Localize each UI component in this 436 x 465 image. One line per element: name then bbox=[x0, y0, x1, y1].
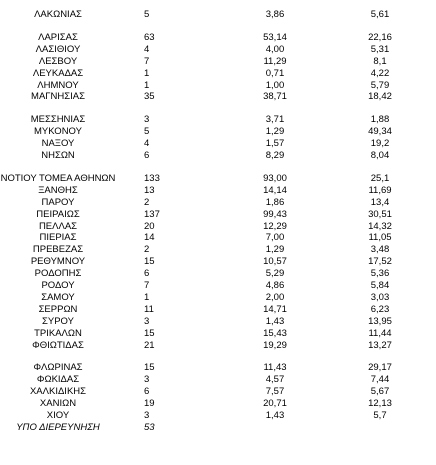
region-name-cell: ΝΑΞΟΥ bbox=[41, 138, 75, 150]
table-row bbox=[0, 126, 436, 138]
region-name-cell: ΝΟΤΙΟΥ ΤΟΜΕΑ ΑΘΗΝΩΝ bbox=[0, 172, 116, 184]
cases-cell: 5 bbox=[144, 126, 150, 138]
percent-cell: 4,22 bbox=[370, 67, 390, 79]
rate-cell: 99,43 bbox=[263, 208, 287, 220]
table-row bbox=[0, 244, 436, 256]
region-name-cell: ΜΥΚΟΝΟΥ bbox=[34, 126, 82, 138]
region-name-cell: ΧΑΛΚΙΔΙΚΗΣ bbox=[29, 386, 87, 398]
percent-cell: 49,34 bbox=[368, 126, 392, 138]
table-row bbox=[0, 268, 436, 280]
rate-cell: 5,29 bbox=[265, 268, 285, 280]
region-name-cell: ΛΕΣΒΟΥ bbox=[38, 55, 78, 67]
table-row bbox=[0, 68, 436, 80]
cases-cell: 2 bbox=[144, 196, 150, 208]
percent-cell: 3,48 bbox=[370, 244, 390, 256]
cases-cell: 3 bbox=[144, 114, 150, 126]
rate-cell: 19,29 bbox=[263, 339, 287, 351]
percent-cell: 17,52 bbox=[368, 256, 392, 268]
region-name-cell: ΥΠΟ ΔΙΕΡΕΥΝΗΣΗ bbox=[16, 421, 100, 433]
percent-cell: 5,84 bbox=[370, 280, 390, 291]
rate-cell: 2,00 bbox=[265, 291, 285, 303]
percent-cell: 5,67 bbox=[370, 386, 390, 398]
percent-cell: 5,7 bbox=[373, 410, 387, 421]
rate-cell: 8,29 bbox=[265, 150, 285, 161]
cases-cell: 2 bbox=[144, 244, 150, 256]
rate-cell: 3,71 bbox=[265, 114, 285, 126]
cases-cell: 14 bbox=[144, 232, 155, 244]
rate-cell: 3,86 bbox=[265, 9, 285, 20]
cases-cell: 137 bbox=[144, 208, 160, 220]
region-name-cell: ΠΑΡΟΥ bbox=[41, 196, 75, 208]
region-name-cell: ΛΑΡΙΣΑΣ bbox=[38, 31, 78, 43]
region-name-cell: ΛΕΥΚΑΔΑΣ bbox=[32, 67, 84, 79]
table-row bbox=[0, 340, 436, 352]
rate-cell: 1,29 bbox=[265, 244, 285, 256]
region-name-cell: ΡΟΔΟΥ bbox=[41, 280, 75, 291]
region-name-cell: ΦΩΚΙΔΑΣ bbox=[36, 374, 80, 386]
table-row bbox=[0, 80, 436, 92]
cases-cell: 35 bbox=[144, 91, 155, 103]
rate-cell: 4,00 bbox=[265, 43, 285, 55]
cases-cell: 19 bbox=[144, 398, 155, 410]
table-row bbox=[0, 410, 436, 422]
cases-cell: 5 bbox=[144, 9, 150, 20]
region-name-cell: ΡΟΔΟΠΗΣ bbox=[34, 268, 82, 280]
percent-cell: 13,4 bbox=[370, 196, 390, 208]
region-name-cell: ΤΡΙΚΑΛΩΝ bbox=[34, 327, 82, 339]
cases-cell: 15 bbox=[144, 362, 155, 374]
percent-cell: 8,04 bbox=[370, 150, 390, 161]
table-row bbox=[0, 138, 436, 150]
percent-cell: 18,42 bbox=[368, 91, 392, 103]
percent-cell: 13,27 bbox=[368, 339, 392, 351]
table-row bbox=[0, 374, 436, 386]
table-row bbox=[0, 316, 436, 328]
region-name-cell: ΛΑΣΙΘΙΟΥ bbox=[35, 43, 81, 55]
percent-cell: 5,31 bbox=[370, 43, 390, 55]
rate-cell: 11,29 bbox=[263, 55, 287, 67]
region-name-cell: ΦΛΩΡΙΝΑΣ bbox=[33, 362, 83, 374]
cases-cell: 13 bbox=[144, 184, 155, 196]
rate-cell: 1,57 bbox=[265, 138, 285, 150]
region-name-cell: ΧΑΝΙΩΝ bbox=[39, 398, 77, 410]
region-name-cell: ΛΗΜΝΟΥ bbox=[37, 79, 79, 91]
table-row bbox=[0, 328, 436, 340]
percent-cell: 11,05 bbox=[368, 232, 392, 244]
table-row bbox=[0, 304, 436, 316]
table-row bbox=[0, 386, 436, 398]
table-row bbox=[0, 280, 436, 292]
table-row bbox=[0, 209, 436, 221]
cases-cell: 15 bbox=[144, 256, 155, 268]
cases-cell: 1 bbox=[144, 79, 150, 91]
rate-cell: 12,29 bbox=[263, 220, 287, 232]
region-name-cell: ΣΕΡΡΩΝ bbox=[38, 303, 78, 315]
percent-cell: 13,95 bbox=[368, 315, 392, 327]
percent-cell: 11,44 bbox=[368, 327, 392, 339]
table-row bbox=[0, 422, 436, 434]
cases-cell: 53 bbox=[144, 421, 155, 433]
region-name-cell: ΦΘΙΩΤΙΔΑΣ bbox=[32, 339, 84, 351]
table-row bbox=[0, 114, 436, 126]
rate-cell: 7,00 bbox=[265, 232, 285, 244]
region-name-cell: ΝΗΣΩΝ bbox=[41, 150, 75, 161]
percent-cell: 25,1 bbox=[370, 172, 390, 184]
rate-cell: 93,00 bbox=[263, 172, 287, 184]
table-row bbox=[0, 398, 436, 410]
table-row bbox=[0, 32, 436, 44]
rate-cell: 0,71 bbox=[265, 67, 285, 79]
cases-cell: 21 bbox=[144, 339, 155, 351]
rate-cell: 1,43 bbox=[265, 410, 285, 421]
rate-cell: 15,43 bbox=[263, 327, 287, 339]
region-name-cell: ΞΑΝΘΗΣ bbox=[38, 184, 78, 196]
percent-cell: 7,44 bbox=[370, 374, 390, 386]
percent-cell: 11,69 bbox=[368, 184, 392, 196]
cases-cell: 11 bbox=[144, 303, 154, 315]
percent-cell: 5,61 bbox=[370, 9, 390, 20]
rate-cell: 1,29 bbox=[265, 126, 285, 138]
percent-cell: 8,1 bbox=[373, 55, 387, 67]
table-row bbox=[0, 221, 436, 233]
region-name-cell: ΧΙΟΥ bbox=[46, 410, 70, 421]
table-row bbox=[0, 185, 436, 197]
cases-cell: 6 bbox=[144, 268, 150, 280]
percent-cell: 1,88 bbox=[370, 114, 390, 126]
percent-cell: 3,03 bbox=[370, 291, 390, 303]
cases-cell: 6 bbox=[144, 150, 150, 161]
table-row bbox=[0, 362, 436, 374]
cases-cell: 3 bbox=[144, 374, 150, 386]
region-name-cell: ΠΡΕΒΕΖΑΣ bbox=[32, 244, 84, 256]
rate-cell: 1,43 bbox=[265, 315, 285, 327]
cases-cell: 15 bbox=[144, 327, 155, 339]
cases-cell: 63 bbox=[144, 31, 155, 43]
rate-cell: 4,86 bbox=[265, 280, 285, 291]
region-name-cell: ΜΑΓΝΗΣΙΑΣ bbox=[31, 91, 85, 103]
table-row bbox=[0, 9, 436, 21]
rate-cell: 38,71 bbox=[263, 91, 287, 103]
percent-cell: 22,16 bbox=[368, 31, 392, 43]
region-name-cell: ΠΙΕΡΙΑΣ bbox=[39, 232, 77, 244]
rate-cell: 14,71 bbox=[263, 303, 287, 315]
region-name-cell: ΡΕΘΥΜΝΟΥ bbox=[30, 256, 86, 268]
rate-cell: 14,14 bbox=[263, 184, 287, 196]
cases-cell: 4 bbox=[144, 138, 150, 150]
percent-cell: 30,51 bbox=[368, 208, 392, 220]
region-name-cell: ΠΕΙΡΑΙΩΣ bbox=[36, 208, 80, 220]
table-row bbox=[0, 150, 436, 162]
rate-cell: 7,57 bbox=[265, 386, 285, 398]
table-row bbox=[0, 56, 436, 68]
table-row bbox=[0, 91, 436, 103]
cases-cell: 1 bbox=[144, 67, 150, 79]
table-row bbox=[0, 44, 436, 56]
cases-cell: 3 bbox=[144, 315, 150, 327]
percent-cell: 5,79 bbox=[370, 79, 390, 91]
rate-cell: 20,71 bbox=[263, 398, 287, 410]
region-name-cell: ΜΕΣΣΗΝΙΑΣ bbox=[30, 114, 86, 126]
table-row bbox=[0, 232, 436, 244]
cases-cell: 7 bbox=[144, 280, 150, 291]
region-name-cell: ΣΥΡΟΥ bbox=[42, 315, 74, 327]
table-row bbox=[0, 256, 436, 268]
rate-cell: 10,57 bbox=[263, 256, 287, 268]
table-row bbox=[0, 173, 436, 185]
cases-cell: 4 bbox=[144, 43, 150, 55]
cases-cell: 6 bbox=[144, 386, 150, 398]
cases-cell: 3 bbox=[144, 410, 150, 421]
cases-cell: 1 bbox=[144, 291, 150, 303]
rate-cell: 53,14 bbox=[263, 31, 287, 43]
region-name-cell: ΠΕΛΛΑΣ bbox=[38, 220, 78, 232]
cases-cell: 133 bbox=[144, 172, 160, 184]
region-name-cell: ΛΑΚΩΝΙΑΣ bbox=[34, 9, 82, 20]
percent-cell: 6,23 bbox=[370, 303, 390, 315]
rate-cell: 4,57 bbox=[265, 374, 285, 386]
region-name-cell: ΣΑΜΟΥ bbox=[41, 291, 75, 303]
cases-cell: 7 bbox=[144, 55, 150, 67]
cases-cell: 20 bbox=[144, 220, 155, 232]
percent-cell: 14,32 bbox=[368, 220, 392, 232]
percent-cell: 19,2 bbox=[370, 138, 390, 150]
rate-cell: 1,00 bbox=[265, 79, 285, 91]
percent-cell: 5,36 bbox=[370, 268, 390, 280]
rate-cell: 1,86 bbox=[265, 196, 285, 208]
percent-cell: 29,17 bbox=[368, 362, 392, 374]
table-row bbox=[0, 292, 436, 304]
rate-cell: 11,43 bbox=[263, 362, 287, 374]
table-row bbox=[0, 197, 436, 209]
percent-cell: 12,13 bbox=[368, 398, 392, 410]
